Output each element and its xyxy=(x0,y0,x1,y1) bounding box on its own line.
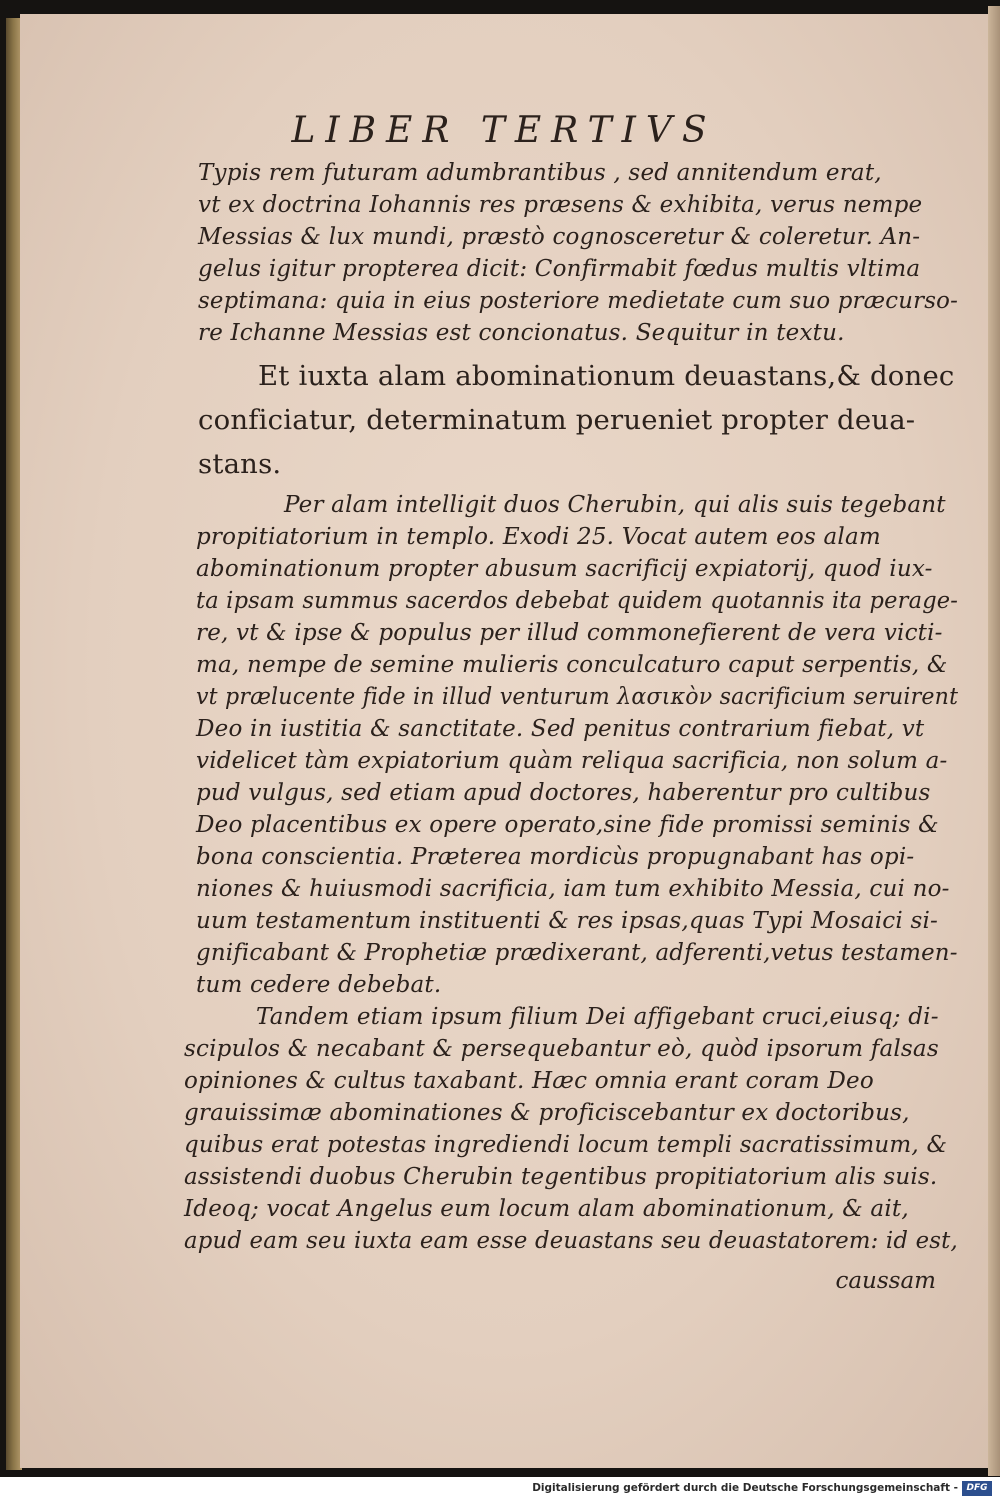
text-line: gnificabant & Prophetiæ prædixerant, adferenti,vetus testamen- xyxy=(196,940,958,966)
text-line: gelus igitur propterea dicit: Confirmabit fœdus multis vltima xyxy=(198,256,921,282)
catchword: caussam xyxy=(835,1268,936,1294)
text-line: quibus erat potestas ingrediendi locum templi sacratissimum, & xyxy=(184,1132,948,1158)
page-stack-edge xyxy=(988,6,1000,1476)
text-line: tum cedere debebat. xyxy=(196,972,442,998)
text-line: assistendi duobus Cherubin tegentibus propitiatorium alis suis. xyxy=(184,1164,938,1190)
text-line: uum testamentum instituenti & res ipsas,quas Typi Mosaici si- xyxy=(196,908,938,934)
text-line: vt prælucente fide in illud venturum λασικὸν sacrificium seruirent xyxy=(196,684,959,710)
text-line: grauissimæ abominationes & proficiscebantur ex doctoribus, xyxy=(184,1100,910,1126)
text-line: vt ex doctrina Iohannis res præsens & exhibita, verus nempe xyxy=(198,192,923,218)
text-line: re, vt & ipse & populus per illud commonefierent de vera victi- xyxy=(196,620,943,646)
text-line: abominationum propter abusum sacrificij expiatorij, quod iux- xyxy=(196,556,933,582)
text-line: ta ipsam summus sacerdos debebat quidem quotannis ita perage- xyxy=(196,588,959,614)
text-line: apud eam seu iuxta eam esse deuastans seu deuastatorem: id est, xyxy=(184,1228,958,1254)
lead-line: Et iuxta alam abominationum deuastans,& donec xyxy=(258,360,955,392)
text-line: septimana: quia in eius posteriore medietate cum suo præcurso- xyxy=(198,288,959,314)
dfg-logo-icon: DFG xyxy=(962,1481,992,1496)
text-line: Messias & lux mundi, præstò cognosceretur & coleretur. An- xyxy=(198,224,921,250)
text-line: Ideoq; vocat Angelus eum locum alam abominationum, & ait, xyxy=(184,1196,909,1222)
text-line: Per alam intelligit duos Cherubin, qui alis suis tegebant xyxy=(284,492,946,518)
text-line: Deo in iustitia & sanctitate. Sed penitus contrarium fiebat, vt xyxy=(196,716,925,742)
text-line: videlicet tàm expiatorium quàm reliqua sacrificia, non solum a- xyxy=(196,748,948,774)
text-line: ma, nempe de semine mulieris conculcaturo caput serpentis, & xyxy=(196,652,948,678)
running-head: LIBER TERTIVS xyxy=(291,110,717,151)
text-line: niones & huiusmodi sacrificia, iam tum exhibito Messia, cui no- xyxy=(196,876,950,902)
text-line: Tandem etiam ipsum filium Dei affigebant cruci,eiusq; di- xyxy=(256,1004,939,1030)
text-line: pud vulgus, sed etiam apud doctores, haberentur pro cultibus xyxy=(196,780,931,806)
text-line: Deo placentibus ex opere operato,sine fide promissi seminis & xyxy=(196,812,939,838)
footer-bar xyxy=(0,1477,1000,1501)
text-line: opiniones & cultus taxabant. Hæc omnia erant coram Deo xyxy=(184,1068,874,1094)
text-line: bona conscientia. Præterea mordicùs propugnabant has opi- xyxy=(196,844,915,870)
funding-credit: Digitalisierung gefördert durch die Deutsche Forschungsgemeinschaft - xyxy=(532,1482,958,1494)
text-line: scipulos & necabant & persequebantur eò, quòd ipsorum falsas xyxy=(184,1036,939,1062)
book-page xyxy=(20,14,988,1468)
text-line: re Ichanne Messias est concionatus. Sequitur in textu. xyxy=(198,320,845,346)
lead-line: stans. xyxy=(198,448,282,480)
page-text xyxy=(20,14,988,1468)
text-line: Typis rem futuram adumbrantibus , sed annitendum erat, xyxy=(198,160,882,186)
text-line: propitiatorium in templo. Exodi 25. Vocat autem eos alam xyxy=(196,524,881,550)
lead-line: conficiatur, determinatum perueniet propter deua- xyxy=(198,404,916,436)
